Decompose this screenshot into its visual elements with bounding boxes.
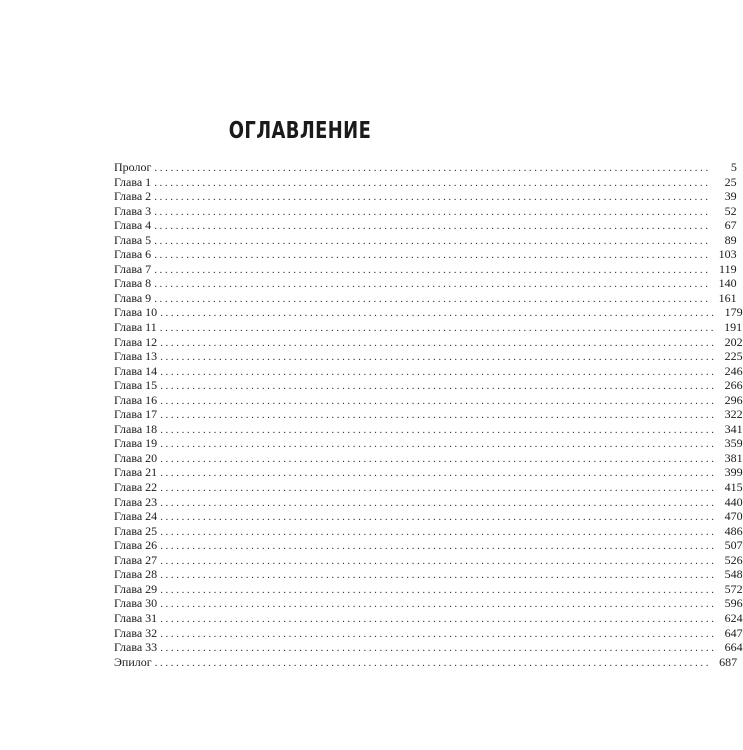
toc-entry-page-number: 399 bbox=[724, 465, 743, 480]
dot-leader: ........................................................................................................ bbox=[160, 511, 717, 524]
dot-leader: ........................................................................................................ bbox=[160, 351, 717, 364]
toc-entry bbox=[114, 567, 743, 582]
toc-entry bbox=[114, 407, 743, 422]
dot-leader: ........................................................................................................ bbox=[160, 452, 717, 465]
dot-leader: ........................................................................................................ bbox=[160, 554, 717, 567]
toc-entry-page-number: 359 bbox=[724, 436, 743, 451]
dot-leader: ........................................................................................................ bbox=[159, 322, 717, 335]
toc-entry-label: Глава 8 bbox=[114, 276, 152, 291]
dot-leader: ........................................................................................................ bbox=[154, 263, 711, 276]
toc-entry bbox=[114, 378, 743, 393]
dot-leader: ........................................................................................................ bbox=[160, 627, 717, 640]
toc-entry-label: Глава 21 bbox=[114, 465, 158, 480]
toc-entry-page-number: 246 bbox=[724, 363, 743, 378]
toc-entry-label: Глава 31 bbox=[114, 610, 158, 625]
toc-entry-label: Глава 19 bbox=[114, 436, 158, 451]
toc-entry bbox=[114, 538, 743, 553]
toc-entry-page-number: 225 bbox=[724, 349, 743, 364]
toc-entry-label: Глава 28 bbox=[114, 567, 158, 582]
toc-entry-page-number: 161 bbox=[718, 290, 737, 305]
toc-entry bbox=[114, 174, 737, 190]
toc-entry bbox=[114, 305, 743, 320]
toc-entry bbox=[114, 581, 743, 597]
toc-entry-page-number: 647 bbox=[724, 625, 743, 640]
toc-entry-page-number: 572 bbox=[724, 581, 743, 596]
dot-leader: ........................................................................................................ bbox=[160, 642, 717, 655]
toc-entry bbox=[114, 552, 743, 568]
dot-leader: ........................................................................................................ bbox=[154, 249, 711, 262]
toc-entry-page-number: 322 bbox=[724, 407, 743, 422]
toc-entry bbox=[114, 232, 737, 248]
dot-leader: ........................................................................................................ bbox=[154, 278, 711, 291]
toc-entry bbox=[114, 189, 737, 204]
dot-leader: ........................................................................................................ bbox=[160, 540, 717, 553]
toc-entry-label: Глава 30 bbox=[114, 596, 158, 611]
page-title: ОГЛАВЛЕНИЕ bbox=[228, 118, 372, 144]
toc-entry-page-number: 25 bbox=[724, 174, 737, 189]
toc-entry-label: Глава 15 bbox=[114, 378, 158, 393]
toc-entry-label: Глава 17 bbox=[114, 407, 158, 422]
toc-entry-label: Глава 3 bbox=[114, 203, 152, 218]
toc-entry bbox=[114, 349, 743, 364]
table-of-contents bbox=[114, 160, 743, 669]
toc-entry bbox=[114, 436, 743, 451]
toc-entry-label: Глава 22 bbox=[114, 480, 158, 495]
toc-entry-label: Глава 9 bbox=[114, 290, 152, 305]
toc-entry-page-number: 179 bbox=[724, 305, 743, 320]
dot-leader: ........................................................................................................ bbox=[160, 336, 717, 349]
toc-entry bbox=[114, 610, 743, 626]
dot-leader: ........................................................................................................ bbox=[160, 423, 717, 436]
toc-entry bbox=[114, 654, 738, 670]
dot-leader: ........................................................................................................ bbox=[160, 598, 717, 611]
toc-entry bbox=[114, 494, 743, 510]
toc-entry bbox=[114, 334, 743, 350]
dot-leader: ........................................................................................................ bbox=[154, 656, 712, 669]
toc-entry-label: Глава 24 bbox=[114, 509, 158, 524]
toc-entry-page-number: 103 bbox=[718, 247, 737, 262]
toc-entry bbox=[114, 247, 737, 262]
toc-entry bbox=[114, 509, 743, 524]
toc-entry bbox=[114, 421, 743, 437]
toc-entry bbox=[114, 276, 737, 291]
toc-entry bbox=[114, 465, 743, 480]
toc-entry bbox=[114, 625, 743, 641]
toc-entry-page-number: 89 bbox=[724, 232, 737, 247]
toc-entry-label: Глава 26 bbox=[114, 538, 158, 553]
toc-entry-page-number: 341 bbox=[724, 421, 743, 436]
toc-entry-page-number: 266 bbox=[724, 378, 743, 393]
toc-entry-page-number: 440 bbox=[724, 494, 743, 509]
toc-entry bbox=[114, 523, 743, 539]
dot-leader: ........................................................................................................ bbox=[160, 525, 717, 538]
toc-entry-page-number: 67 bbox=[724, 218, 737, 233]
dot-leader: ........................................................................................................ bbox=[160, 307, 717, 320]
dot-leader: ........................................................................................................ bbox=[160, 438, 717, 451]
dot-leader: ........................................................................................................ bbox=[154, 191, 711, 204]
dot-leader: ........................................................................................................ bbox=[154, 176, 711, 189]
dot-leader: ........................................................................................................ bbox=[160, 394, 717, 407]
toc-entry-page-number: 548 bbox=[724, 567, 743, 582]
toc-entry-label: Глава 12 bbox=[114, 334, 158, 349]
toc-entry-label: Глава 18 bbox=[114, 421, 158, 436]
dot-leader: ........................................................................................................ bbox=[160, 612, 717, 625]
toc-entry bbox=[114, 320, 743, 335]
toc-entry-label: Глава 23 bbox=[114, 494, 158, 509]
toc-entry-page-number: 191 bbox=[724, 320, 743, 335]
dot-leader: ........................................................................................................ bbox=[154, 162, 711, 174]
toc-entry-label: Эпилог bbox=[114, 654, 152, 669]
toc-entry bbox=[114, 596, 743, 611]
toc-entry bbox=[114, 640, 743, 655]
toc-entry bbox=[114, 290, 737, 306]
toc-entry-page-number: 596 bbox=[724, 596, 743, 611]
toc-entry-label: Глава 29 bbox=[114, 581, 158, 596]
toc-entry-label: Глава 10 bbox=[114, 305, 158, 320]
toc-entry-page-number: 202 bbox=[724, 334, 743, 349]
toc-entry-page-number: 415 bbox=[724, 480, 743, 495]
toc-entry-page-number: 5 bbox=[730, 160, 737, 174]
toc-entry-page-number: 52 bbox=[724, 203, 737, 218]
dot-leader: ........................................................................................................ bbox=[160, 569, 717, 582]
dot-leader: ........................................................................................................ bbox=[160, 365, 717, 378]
toc-entry-page-number: 470 bbox=[724, 509, 743, 524]
dot-leader: ........................................................................................................ bbox=[160, 482, 717, 495]
toc-entry bbox=[114, 261, 737, 277]
toc-entry-page-number: 624 bbox=[724, 610, 743, 625]
toc-entry-label: Глава 2 bbox=[114, 189, 152, 204]
toc-entry-label: Глава 6 bbox=[114, 247, 152, 262]
toc-entry-label: Глава 32 bbox=[114, 625, 158, 640]
toc-entry-label: Глава 27 bbox=[114, 552, 158, 567]
toc-entry-page-number: 39 bbox=[724, 189, 737, 204]
toc-entry-label: Глава 11 bbox=[114, 320, 157, 335]
toc-entry bbox=[114, 160, 737, 175]
toc-entry-label: Глава 25 bbox=[114, 523, 158, 538]
toc-entry-page-number: 140 bbox=[718, 276, 737, 291]
toc-entry-label: Глава 4 bbox=[114, 218, 152, 233]
dot-leader: ........................................................................................................ bbox=[160, 467, 717, 480]
toc-entry-label: Глава 33 bbox=[114, 640, 158, 655]
toc-entry-page-number: 526 bbox=[724, 552, 743, 567]
dot-leader: ........................................................................................................ bbox=[154, 205, 711, 218]
toc-entry-page-number: 381 bbox=[724, 450, 743, 465]
toc-entry bbox=[114, 218, 737, 233]
dot-leader: ........................................................................................................ bbox=[160, 409, 717, 422]
toc-entry-label: Глава 5 bbox=[114, 232, 152, 247]
toc-entry-page-number: 486 bbox=[724, 523, 743, 538]
toc-entry-page-number: 296 bbox=[724, 392, 743, 407]
dot-leader: ........................................................................................................ bbox=[154, 234, 711, 247]
dot-leader: ........................................................................................................ bbox=[160, 496, 717, 509]
dot-leader: ........................................................................................................ bbox=[154, 292, 711, 305]
toc-entry bbox=[114, 363, 743, 379]
toc-entry-label: Глава 20 bbox=[114, 450, 158, 465]
toc-entry-label: Глава 16 bbox=[114, 392, 158, 407]
toc-entry bbox=[114, 392, 743, 408]
dot-leader: ........................................................................................................ bbox=[160, 380, 717, 393]
toc-entry-label: Глава 14 bbox=[114, 363, 158, 378]
toc-entry-label: Глава 1 bbox=[114, 174, 152, 189]
toc-entry bbox=[114, 480, 743, 495]
toc-entry-page-number: 687 bbox=[719, 654, 738, 669]
toc-entry bbox=[114, 203, 737, 219]
toc-entry-page-number: 664 bbox=[724, 640, 743, 655]
toc-entry-label: Глава 7 bbox=[114, 261, 152, 276]
dot-leader: ........................................................................................................ bbox=[160, 583, 717, 596]
toc-entry-page-number: 507 bbox=[724, 538, 743, 553]
dot-leader: ........................................................................................................ bbox=[154, 220, 711, 233]
toc-entry-page-number: 119 bbox=[719, 261, 737, 276]
toc-entry-label: Глава 13 bbox=[114, 349, 158, 364]
toc-entry-label: Пролог bbox=[114, 160, 152, 174]
toc-entry bbox=[114, 450, 743, 466]
